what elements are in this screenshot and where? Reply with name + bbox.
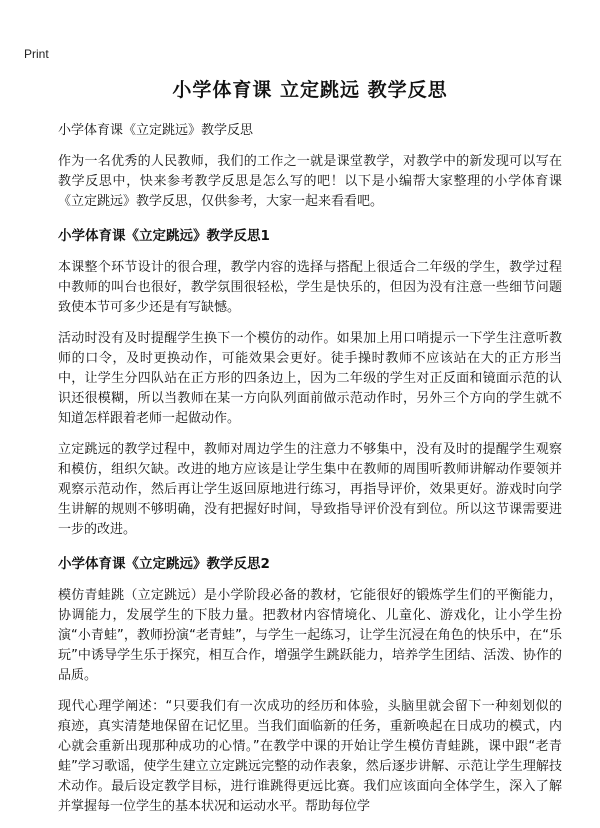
document-title: 小学体育课 立定跳远 教学反思 [172, 79, 448, 101]
intro-paragraph: 作为一名优秀的人民教师，我们的工作之一就是课堂教学，对教学中的新发现可以写在教学反思中，快来参考教学反思是怎么写的吧！以下是小编帮大家整理的小学体育课《立定跳远》教学反思，仅供参考，大家一起来看看吧。 [58, 154, 562, 209]
section-2-paragraph-1: 模仿青蛙跳（立定跳远）是小学阶段必备的教材，它能很好的锻炼学生们的平衡能力，协调能力，发展学生的下肢力量。把教材内容情境化、儿童化、游戏化，让小学生扮演“小青蛙”，教师扮演“老青蛙”，与学生一起练习，让学生沉浸在角色的快乐中，在“乐玩”中诱导学生乐于探究，相互合作，增强学生跳跃能力，培养学生团结、活泼、协作的品质。 [58, 588, 562, 683]
section-1-paragraph-3: 立定跳远的教学过程中，教师对周边学生的注意力不够集中，没有及时的提醒学生观察和模仿，组织欠缺。改进的地方应该是让学生集中在教师的周围听教师讲解动作要领并观察示范动作，然后再让学生返回原地进行练习，再指导评价，效果更好。游戏时向学生讲解的规则不够明确，没有把握好时间，导致指导评价没有到位。所以这节课需要进一步的改进。 [58, 442, 562, 537]
section-1-paragraph-1: 本课整个环节设计的很合理，教学内容的选择与搭配上很适合二年级的学生，教学过程中教师的叫台也很好，教学氛围很轻松，学生是快乐的，但因为没有注意一些细节问题致使本节可多少还是有写缺憾。 [58, 260, 562, 315]
section-2-paragraph-2: 现代心理学阐述：“只要我们有一次成功的经历和体验，头脑里就会留下一种刻划似的 痕迹，真实清楚地保留在记忆里。当我们面临新的任务，重新唤起在日成功的模式，内心就会重新出现那种成功的心情。”在教学中课的开始让学生模仿青蛙跳，课中跟“老青蛙”学习歌谣，使学生建立立定跳远完整的动作表象，然后逐步讲解、示范让学生理解技术动作。最后设定教学目标，进行谁跳得更远比赛。我们应该面向全体学生，深入了解并掌握每一位学生的基本状况和运动水平。帮助每位学 [58, 699, 562, 814]
section-1-heading: 小学体育课《立定跳远》教学反思1 [58, 228, 270, 244]
section-2-heading: 小学体育课《立定跳远》教学反思2 [58, 556, 270, 572]
section-1-paragraph-2: 活动时没有及时提醒学生换下一个模仿的动作。如果加上用口哨提示一下学生注意听教师的口令，及时更换动作，可能效果会更好。徒手操时教师不应该站在大的正方形当中，让学生分四队站在正方形的四条边上，因为二年级的学生对正反面和镜面示范的认识还很模糊，所以当教师在某一方向队列面前做示范动作时，另外三个方向的学生就不知道怎样跟着老师一起做动作。 [58, 331, 562, 426]
print-link[interactable]: Print [24, 47, 49, 61]
document-subtitle: 小学体育课《立定跳远》教学反思 [58, 123, 254, 138]
